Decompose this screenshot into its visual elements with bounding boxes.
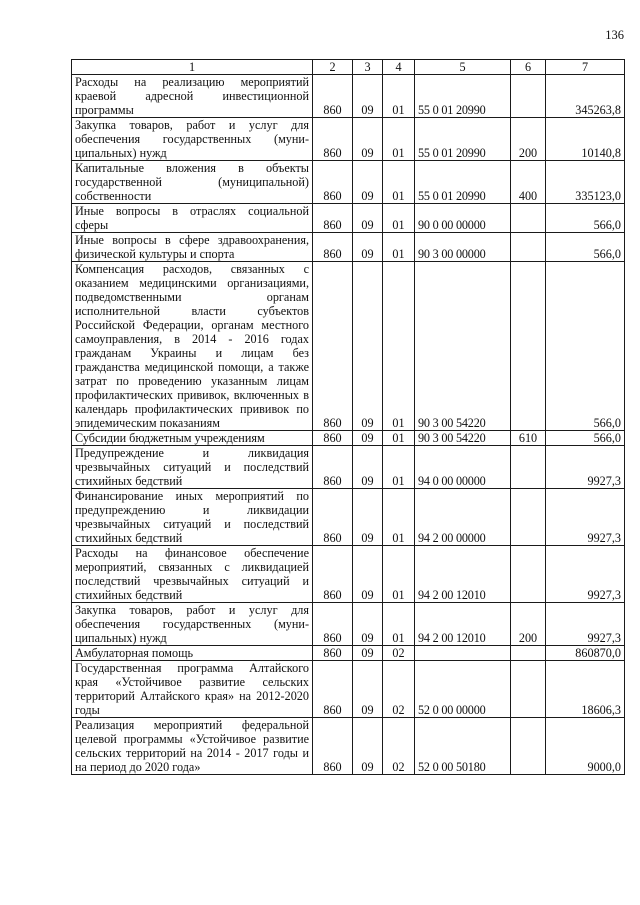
- row-name: Расходы на реализацию мероприятий краевой адресной инвестиционной программы: [72, 75, 313, 118]
- column-header: 6: [511, 60, 546, 75]
- amount: 9927,3: [546, 603, 625, 646]
- target-article-code: 52 0 00 50180: [415, 718, 511, 775]
- target-article-code: 90 3 00 00000: [415, 233, 511, 262]
- subsection-code: 01: [383, 431, 415, 446]
- admin-code: 860: [313, 546, 353, 603]
- amount: 9927,3: [546, 489, 625, 546]
- amount: 566,0: [546, 431, 625, 446]
- amount: 566,0: [546, 262, 625, 431]
- expense-type-code: [511, 661, 546, 718]
- table-row: [72, 489, 625, 546]
- target-article-code: 94 0 00 00000: [415, 446, 511, 489]
- amount: 566,0: [546, 233, 625, 262]
- subsection-code: 01: [383, 161, 415, 204]
- row-name: Расходы на финансовое обеспечение мероприятий, связанных с ликвидацией последствий чрезвычайных ситуаций и стихийных бедствий: [72, 546, 313, 603]
- expense-type-code: [511, 718, 546, 775]
- amount: 9927,3: [546, 546, 625, 603]
- admin-code: 860: [313, 233, 353, 262]
- admin-code: 860: [313, 603, 353, 646]
- table-row: [72, 661, 625, 718]
- expense-type-code: 200: [511, 118, 546, 161]
- amount: 18606,3: [546, 661, 625, 718]
- admin-code: 860: [313, 446, 353, 489]
- target-article-code: 90 3 00 54220: [415, 262, 511, 431]
- subsection-code: 02: [383, 718, 415, 775]
- row-name: Закупка товаров, работ и услуг для обеспечения государственных (муниципальных) нужд: [72, 118, 313, 161]
- row-name: Капитальные вложения в объекты государственной (муниципальной) собственности: [72, 161, 313, 204]
- amount: 566,0: [546, 204, 625, 233]
- table-row: [72, 446, 625, 489]
- amount: 10140,8: [546, 118, 625, 161]
- row-name: Предупреждение и ликвидация чрезвычайных ситуаций и последствий стихийных бедствий: [72, 446, 313, 489]
- table-row: [72, 546, 625, 603]
- table-row: [72, 718, 625, 775]
- admin-code: 860: [313, 718, 353, 775]
- table-row: [72, 646, 625, 661]
- row-name: Амбулаторная помощь: [72, 646, 313, 661]
- admin-code: 860: [313, 646, 353, 661]
- table-row: [72, 233, 625, 262]
- target-article-code: 94 2 00 12010: [415, 603, 511, 646]
- row-name: Реализация мероприятий федеральной целевой программы «Устойчивое развитие сельских территорий на 2014 - 2017 годы и на период до 2020 года»: [72, 718, 313, 775]
- target-article-code: 55 0 01 20990: [415, 161, 511, 204]
- target-article-code: 90 3 00 54220: [415, 431, 511, 446]
- section-code: 09: [353, 646, 383, 661]
- subsection-code: 01: [383, 603, 415, 646]
- subsection-code: 01: [383, 204, 415, 233]
- expense-type-code: [511, 446, 546, 489]
- section-code: 09: [353, 75, 383, 118]
- table-row: [72, 431, 625, 446]
- target-article-code: [415, 646, 511, 661]
- subsection-code: 01: [383, 446, 415, 489]
- column-header: 1: [72, 60, 313, 75]
- subsection-code: 02: [383, 646, 415, 661]
- subsection-code: 01: [383, 262, 415, 431]
- section-code: 09: [353, 489, 383, 546]
- row-name: Иные вопросы в отраслях социальной сферы: [72, 204, 313, 233]
- section-code: 09: [353, 233, 383, 262]
- expense-type-code: 200: [511, 603, 546, 646]
- row-name: Государственная программа Алтайского края «Устойчивое развитие сельских территорий Алтайского края» на 2012-2020 годы: [72, 661, 313, 718]
- amount: 9000,0: [546, 718, 625, 775]
- column-header: 3: [353, 60, 383, 75]
- expense-type-code: 400: [511, 161, 546, 204]
- expense-type-code: [511, 489, 546, 546]
- section-code: 09: [353, 661, 383, 718]
- amount: 345263,8: [546, 75, 625, 118]
- expense-type-code: [511, 646, 546, 661]
- admin-code: 860: [313, 118, 353, 161]
- table-body: [72, 75, 625, 775]
- target-article-code: 94 2 00 12010: [415, 546, 511, 603]
- row-name: Иные вопросы в сфере здравоохранения, физической культуры и спорта: [72, 233, 313, 262]
- section-code: 09: [353, 204, 383, 233]
- target-article-code: 52 0 00 00000: [415, 661, 511, 718]
- subsection-code: 01: [383, 546, 415, 603]
- admin-code: 860: [313, 204, 353, 233]
- table-row: [72, 75, 625, 118]
- admin-code: 860: [313, 75, 353, 118]
- section-code: 09: [353, 718, 383, 775]
- target-article-code: 90 0 00 00000: [415, 204, 511, 233]
- admin-code: 860: [313, 262, 353, 431]
- section-code: 09: [353, 161, 383, 204]
- admin-code: 860: [313, 661, 353, 718]
- subsection-code: 01: [383, 233, 415, 262]
- target-article-code: 55 0 01 20990: [415, 118, 511, 161]
- row-name: Субсидии бюджетным учреждениям: [72, 431, 313, 446]
- section-code: 09: [353, 446, 383, 489]
- amount: 335123,0: [546, 161, 625, 204]
- section-code: 09: [353, 118, 383, 161]
- subsection-code: 01: [383, 75, 415, 118]
- target-article-code: 94 2 00 00000: [415, 489, 511, 546]
- amount: 860870,0: [546, 646, 625, 661]
- expense-type-code: [511, 546, 546, 603]
- target-article-code: 55 0 01 20990: [415, 75, 511, 118]
- row-name: Закупка товаров, работ и услуг для обеспечения государственных (муниципальных) нужд: [72, 603, 313, 646]
- table-row: [72, 603, 625, 646]
- subsection-code: 01: [383, 489, 415, 546]
- expense-type-code: [511, 262, 546, 431]
- section-code: 09: [353, 546, 383, 603]
- row-name: Финансирование иных мероприятий по предупреждению и ликвидации чрезвычайных ситуаций и последствий стихийных бедствий: [72, 489, 313, 546]
- column-header: 4: [383, 60, 415, 75]
- amount: 9927,3: [546, 446, 625, 489]
- section-code: 09: [353, 603, 383, 646]
- admin-code: 860: [313, 161, 353, 204]
- table-row: [72, 262, 625, 431]
- column-header: 7: [546, 60, 625, 75]
- column-header: 2: [313, 60, 353, 75]
- table-row: [72, 118, 625, 161]
- expense-type-code: 610: [511, 431, 546, 446]
- section-code: 09: [353, 431, 383, 446]
- expense-type-code: [511, 75, 546, 118]
- subsection-code: 02: [383, 661, 415, 718]
- page-number: 136: [605, 28, 624, 42]
- expense-type-code: [511, 233, 546, 262]
- header-row: [72, 60, 625, 75]
- subsection-code: 01: [383, 118, 415, 161]
- section-code: 09: [353, 262, 383, 431]
- table-row: [72, 161, 625, 204]
- table-row: [72, 204, 625, 233]
- row-name: Компенсация расходов, связанных с оказанием медицинскими организациями, подведомственными органам исполнительной власти субъектов Российской Федерации, органам местного самоуправления, в 2014 - 2016 годах гражданам Украины и лицам без гражданства медицинской помощи, а также затрат по проведению указанным лицам профилактических прививок, включенных в календарь профилактических прививок по эпидемическим показаниям: [72, 262, 313, 431]
- budget-table: [71, 59, 625, 775]
- expense-type-code: [511, 204, 546, 233]
- admin-code: 860: [313, 489, 353, 546]
- admin-code: 860: [313, 431, 353, 446]
- column-header: 5: [415, 60, 511, 75]
